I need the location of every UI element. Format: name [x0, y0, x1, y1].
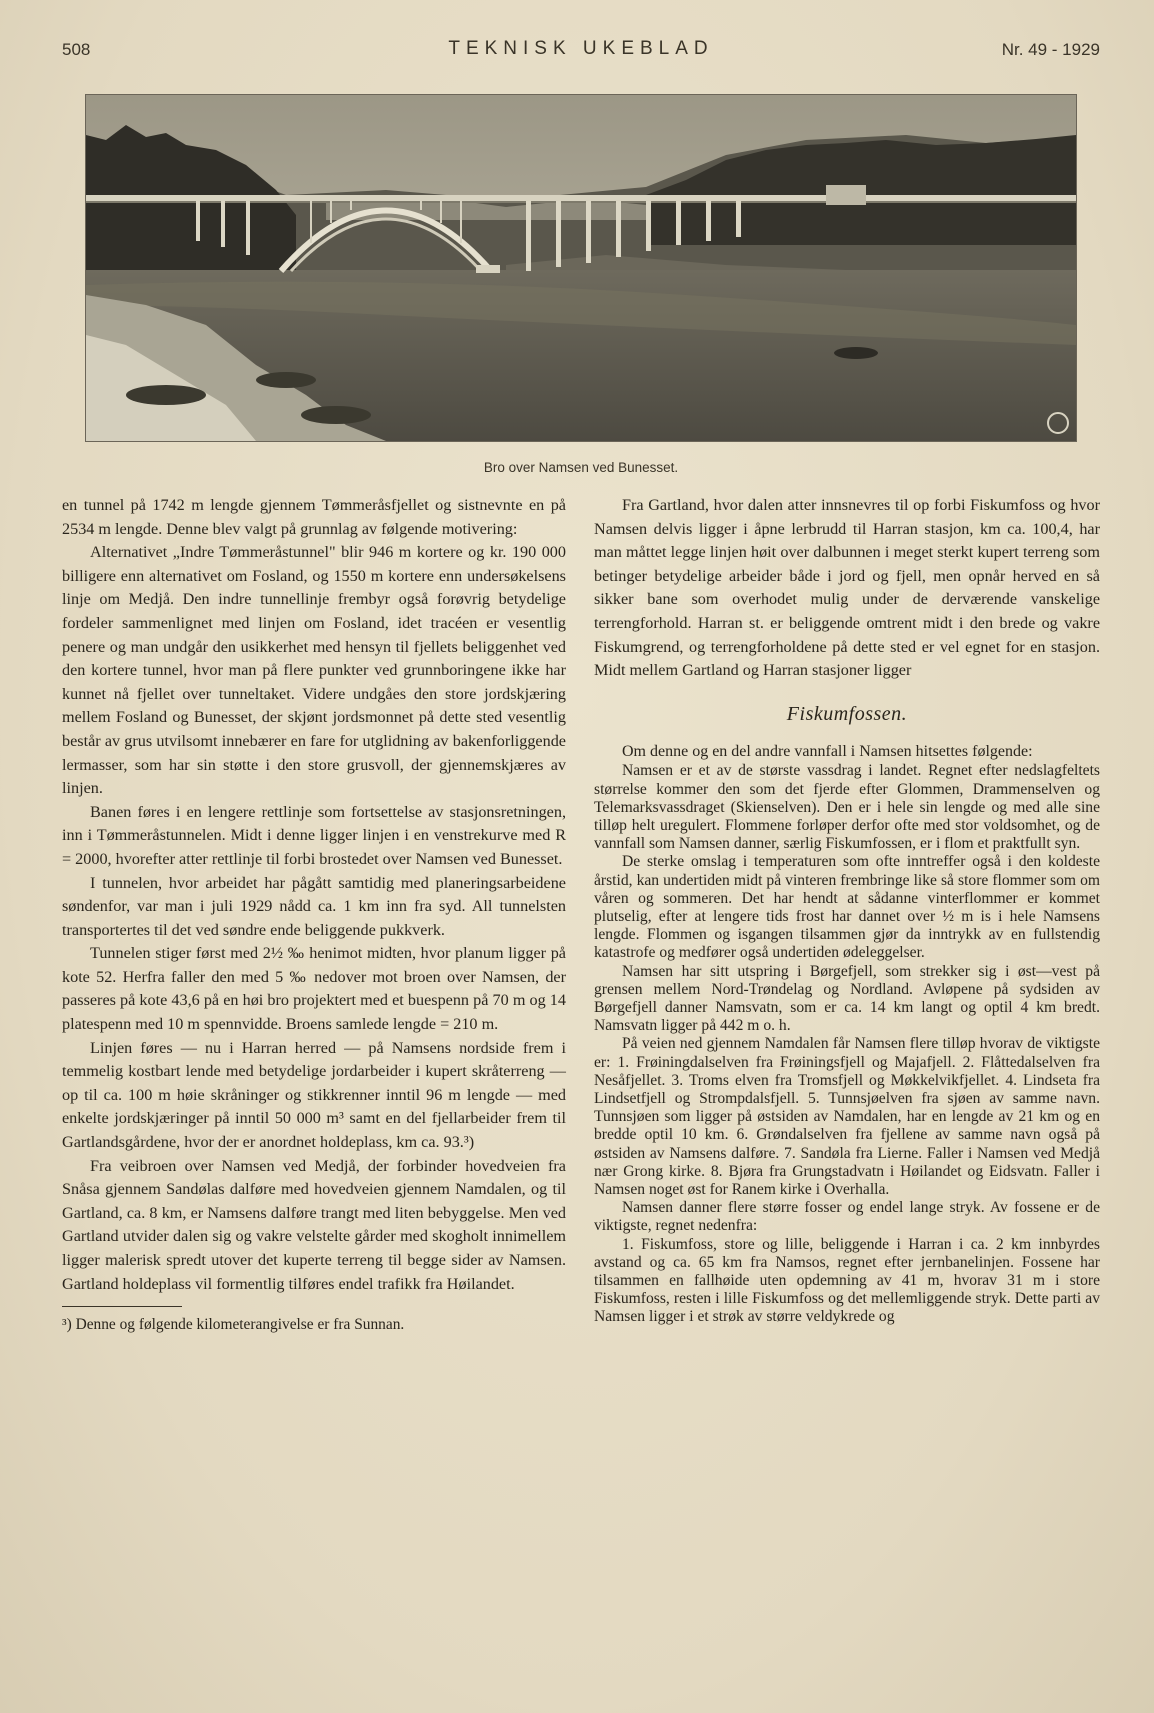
paragraph: På veien ned gjennem Namdalen får Namsen flere tilløp hvorav de viktigste er: 1. Frøiningdalselven fra Frøiningsfjell og Majafjell. 2. Flåttedalselven fra Nesåfjellet. 3. Troms elven fra Tromsfjell og Møkkelvikfjellet. 4. Lindseta fra Lindsetfjell og Strompdalsfjell. 5. Tunnsjøelven fra sjøen av samme navn. Tunnsjøen som ligger på østsiden av Namdalen, har en lengde av 21 km og en bredde optil 10 km. 6. Grøndalselven fra fjellene av samme navn også på østsiden av Namsens dalføre. 7. Sandøla fra Lierne. Faller i Namsen ved Medjå nær Grong kirke. 8. Bjøra fra Grungstadvatn i Høilandet og Eidsvatn. Faller i Namsen noget øst for Ranem kirke i Overhalla.	[594, 1035, 1100, 1199]
paragraph: 1. Fiskumfoss, store og lille, beliggende i Harran i ca. 2 km innbyrdes avstand og ca. 65 km fra Namsos, regnet efter jernbanelinjen. Fossene har tilsammen en fallhøide uten opdemning av 41 m, hvorav 31 m i store Fiskumfoss, resten i lille Fiskumfoss og det mellemliggende stryk. Dette parti av Namsen ligger i et strøk av større veldykrede og	[594, 1235, 1100, 1326]
right-column	[594, 494, 1100, 1327]
page-number: 508	[62, 40, 91, 59]
footnote: ³) Denne og følgende kilometerangivelse er fra Sunnan.	[62, 1316, 405, 1334]
paragraph: De sterke omslag i temperaturen som ofte inntreffer også i den koldeste årstid, kan undertiden midt på vinteren frembringe like så store flommer som om våren og sommeren. Det har hendt at sådanne vinterflommer er kommet plutselig, efter at lengere tids frost har dannet over ½ m is i hele Namsens lengde. Flommen og isgangen tilsammen gjør da inntrykk av en fullstendig katastrofe og medfører også undertiden ødeleggelser.	[594, 853, 1100, 962]
paragraph: Fra Gartland, hvor dalen atter innsnevres til op forbi Fiskumfoss og hvor Namsen delvis ligger i åpne lerbrudd til Harran stasjon, km ca. 100,4, har man måttet legge linjen høit over dalbunnen i meget sterkt kupert terreng som betinger betydelige arbeider både i jord og fjell, men opnår herved en så sikker bane som overhodet mulig under de derværende vanskelige terrengforhold. Harran st. er beliggende omtrent midt i den brede og vakre Fiskumgrend, og terrengforholdene på dette sted er vel egnet for en stasjon. Midt mellem Gartland og Harran stasjoner ligger	[594, 496, 1100, 680]
page-header	[62, 38, 1100, 64]
paragraph: Alternativet „Indre Tømmeråstunnel" blir 946 m kortere og kr. 190 000 billigere enn alternativet om Fosland, og 1550 m kortere enn undersøkelsens linje om Medjå. Den indre tunnellinje frembyr også forøvrig betydelige fordeler sammenlignet med linjen om Fosland, idet tracéen er vesentlig penere og man undgår den usikkerhet med hensyn til fjellets beliggenhet ved den kortere tunnel, hvor man på flere punkter ved grunnboringene ikke har kunnet nå fjellet over tunneltaket. Videre undgåes den store jordskjæring mellem Fosland og Bunesset, der skjønt jordsmonnet på dette sted vesentlig består av grus utvilsomt innebærer en fare for utglidning av bakenforliggende lermasser, som har sin støtte i den store grusvoll, der gjennemskjæres av linjen.	[62, 543, 566, 798]
issue-number: Nr. 49 - 1929	[1001, 40, 1100, 59]
paragraph: Tunnelen stiger først med 2½ ‰ henimot midten, hvor planum ligger på kote 52. Herfra faller den med 5 ‰ nedover mot broen over Namsen, der passeres på kote 43,6 på en høi bro projektert med et buespenn på 70 m og 14 platespenn med 10 m spennvidde. Broens samlede lengde = 210 m.	[62, 944, 566, 1034]
bridge-photo	[85, 94, 1077, 442]
paragraph: en tunnel på 1742 m lengde gjennem Tømmeråsfjellet og sistnevnte en på 2534 m lengde. Denne blev valgt på grunnlag av følgende motivering:	[62, 496, 566, 538]
paragraph: Banen føres i en lengere rettlinje som fortsettelse av stasjonsretningen, inn i Tømmeråstunnelen. Midt i denne ligger linjen i en venstrekurve med R = 2000, hvorefter atter rettlinje til forbi brostedet over Namsen ved Bunesset.	[62, 802, 566, 868]
paragraph: Fra veibroen over Namsen ved Medjå, der forbinder hovedveien fra Snåsa gjennem Sandølas dalføre med hovedveien gjennem Namdalen, og til Gartland, ca. 8 km, er Namsens dalføre trangt med liten bebyggelse. Men ved Gartland utvider dalen sig og vakre velstelte gårder med skogholt innimellem ligger malerisk spredt utover det kuperte terreng til begge sider av Namsen. Gartland holdeplass vil formentlig tilføres endel trafikk fra Høilandet.	[62, 1156, 566, 1293]
section-heading: Fiskumfossen.	[786, 702, 908, 725]
paragraph: I tunnelen, hvor arbeidet har pågått samtidig med planeringsarbeidene søndenfor, var man i juli 1929 nådd ca. 1 km inn fra syd. All tunnelsten transportertes til det ved søndre ende beliggende pukkverk.	[62, 873, 566, 939]
paragraph: Namsen er et av de største vassdrag i landet. Regnet efter nedslagfeltets størrelse kommer den som det fjerde efter Glommen, Drammenselven og Telemarksvassdraget (Skienselven). Den er i hele sin lengde og med alle sine tilløp helt uregulert. Flommene forløper derfor ofte med stor voldsomhet, og de vannfall som Namsen danner, særlig Fiskumfossen, er i flom et praktfullt syn.	[594, 762, 1100, 853]
paragraph: Namsen danner flere større fosser og endel lange stryk. Av fossene er de viktigste, regnet nedenfra:	[594, 1199, 1100, 1235]
left-column	[62, 494, 566, 1335]
figure-caption: Bro over Namsen ved Bunesset.	[483, 460, 679, 475]
small-text-block	[594, 762, 1100, 1326]
journal-title: TEKNISK UKEBLAD	[448, 38, 714, 59]
intro-paragraph: Om denne og en del andre vannfall i Namsen hitsettes følgende:	[622, 743, 1033, 761]
footnote-divider	[62, 1306, 182, 1307]
paragraph: Linjen føres — nu i Harran herred — på Namsens nordside frem i temmelig kostbart lende med betydelige jordarbeider i kupert skråterreng — op til ca. 100 m høie skråninger og stikkrenner inntil 96 m lengde — med enkelte jordskjæringer på inntil 50 000 m³ samt en del fjellarbeider frem til Gartlandsgårdene, hvor der er anordnet holdeplass, km ca. 93.³)	[62, 1038, 566, 1152]
paragraph: Namsen har sitt utspring i Børgefjell, som strekker sig i øst—vest på grensen mellem Nord-Trøndelag og Nordland. Avløpene på sydsiden av Børgefjell danner Namsvatn, som er ca. 14 km langt og optil 4 km bredt. Namsvatn ligger på 442 m o. h.	[594, 962, 1100, 1035]
